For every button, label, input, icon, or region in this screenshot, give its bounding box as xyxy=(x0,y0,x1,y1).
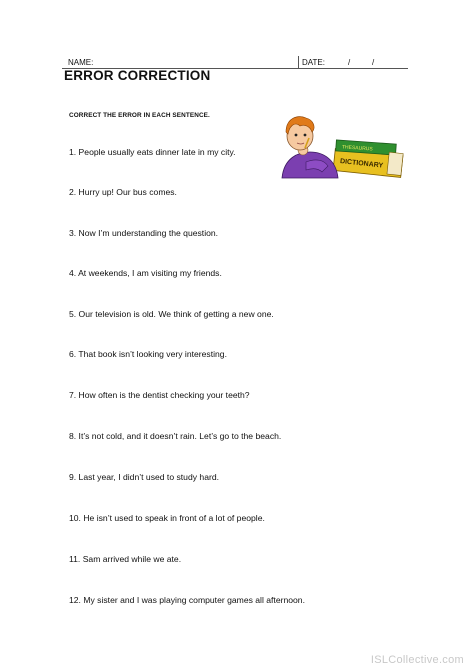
sentence-item: 6. That book isn’t looking very interesting. xyxy=(69,349,227,359)
date-label: DATE: xyxy=(302,58,325,67)
watermark: ISLCollective.com xyxy=(370,654,464,666)
book-spine-label: DICTIONARY xyxy=(339,158,384,170)
sentence-item: 12. My sister and I was playing computer games all afternoon. xyxy=(69,595,305,605)
name-label: NAME: xyxy=(68,58,94,67)
boy-icon xyxy=(282,117,338,178)
sentence-item: 7. How often is the dentist checking your teeth? xyxy=(69,390,250,400)
sentence-item: 4. At weekends, I am visiting my friends. xyxy=(69,268,222,278)
sentence-item: 2. Hurry up! Our bus comes. xyxy=(69,187,177,197)
header-divider xyxy=(298,56,299,68)
sentence-item: 9. Last year, I didn’t used to study hard. xyxy=(69,472,220,482)
sentence-item: 8. It’s not cold, and it doesn’t rain. Let’s go to the beach. xyxy=(69,431,282,441)
sentence-item: 3. Now I’m understanding the question. xyxy=(69,228,219,238)
sentence-item: 5. Our television is old. We think of getting a new one. xyxy=(69,309,274,319)
book-top-label: THESAURUS xyxy=(341,144,373,153)
sentence-item: 1. People usually eats dinner late in my city. xyxy=(69,147,236,157)
book-icon xyxy=(333,140,403,178)
page-title: ERROR CORRECTION xyxy=(64,68,211,83)
sentence-item: 10. He isn’t used to speak in front of a lot of people. xyxy=(69,513,265,523)
instruction-text: CORRECT THE ERROR IN EACH SENTENCE. xyxy=(69,112,210,119)
sentence-item: 11. Sam arrived while we ate. xyxy=(69,554,182,564)
date-slash-2: / xyxy=(372,58,375,67)
date-slash-1: / xyxy=(348,58,351,67)
boy-with-dictionary-illustration xyxy=(276,114,406,180)
